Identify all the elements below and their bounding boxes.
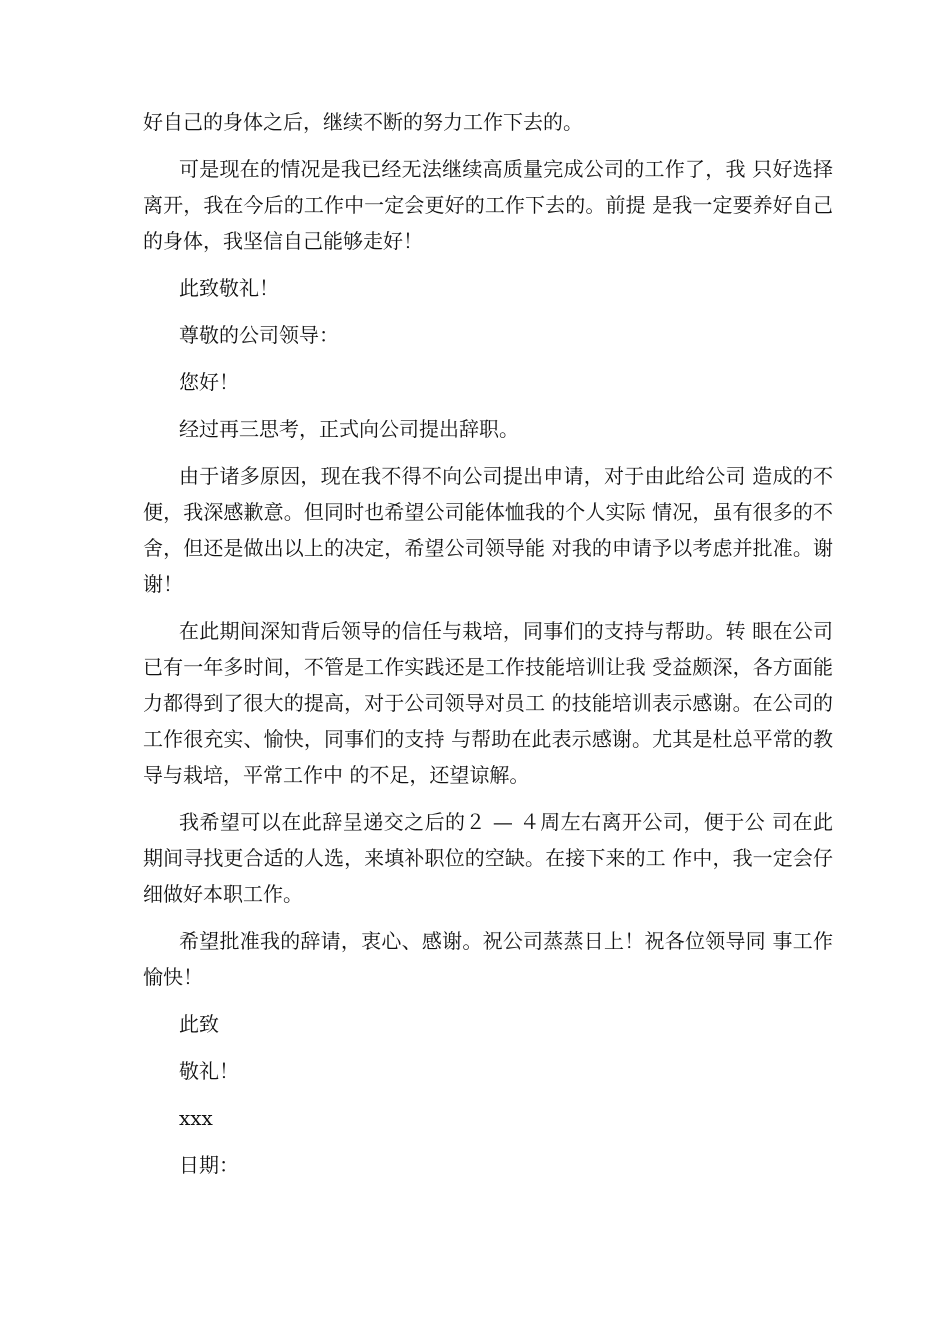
paragraph-continuation: 好自己的身体之后，继续不断的努力工作下去的。 [143, 110, 583, 134]
greeting-recipient: 尊敬的公司领导： [179, 323, 339, 347]
paragraph-apology: 由于诸多原因，现在我不得不向公司提出申请，对于由此给公司 造成的不便，我深感歉意。但同时也希望公司能体恤我的个人实际 情况，虽有很多的不舍，但还是做出以上的决定，希望公司领导能 对我的申请予以考虑并批准。谢谢！ [143, 464, 833, 596]
letter-body [143, 104, 833, 1194]
paragraph-leaving-reason: 可是现在的情况是我已经无法继续高质量完成公司的工作了，我 只好选择离开，我在今后的工作中一定会更好的工作下去的。前提 是我一定要养好自己的身体，我坚信自己能够走好！ [143, 157, 833, 253]
signature-date: 日期： [179, 1153, 239, 1177]
paragraph-gratitude: 在此期间深知背后领导的信任与栽培，同事们的支持与帮助。转 眼在公司已有一年多时间，不管是工作实践还是工作技能培训让我 受益颇深，各方面能力都得到了很大的提高，对于公司领导对员工 的技能培训表示感谢。在公司的工作很充实、愉快，同事们的支持 与帮助在此表示感谢。尤其是杜总平常的教导与栽培，平常工作中 的不足，还望谅解。 [143, 619, 833, 787]
closing-salutation-1: 此致敬礼！ [179, 276, 279, 300]
closing-cizhi: 此致 [179, 1012, 219, 1036]
paragraph-wishes: 希望批准我的辞请，衷心、感谢。祝公司蒸蒸日上！祝各位领导同 事工作愉快！ [143, 929, 833, 989]
paragraph-resignation-statement: 经过再三思考，正式向公司提出辞职。 [179, 417, 519, 441]
paragraph-notice-period: 我希望可以在此辞呈递交之后的２ — ４周左右离开公司，便于公 司在此期间寻找更合适的人选，来填补职位的空缺。在接下来的工 作中，我一定会仔细做好本职工作。 [143, 810, 833, 906]
greeting-hello: 您好！ [179, 370, 239, 394]
signature-name: xxx [179, 1106, 213, 1130]
closing-jingli: 敬礼！ [179, 1059, 239, 1083]
